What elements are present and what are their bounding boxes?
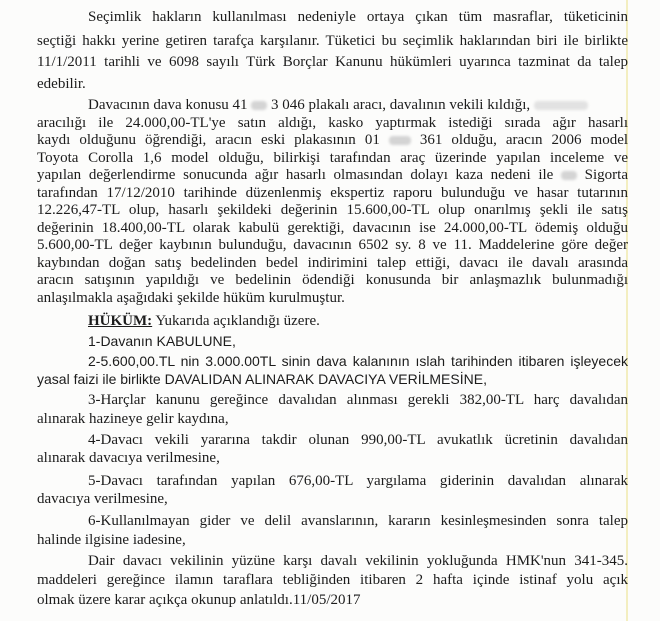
facts-line-4: Toyota Corolla 1,6 model olduğu, bilirkişi tarafından araç üzerinde yapılan inceleme ve xyxy=(37,150,628,166)
facts-line-3-end: 361 olduğu, aracın 2006 model xyxy=(419,132,629,148)
verdict-item-5-line-2: davacıya verilmesine, xyxy=(37,491,168,507)
facts-line-10: kaybından doğan satış bedelinden bedel indirimini talep ettiği, davacı ile davalı arasında xyxy=(37,255,628,271)
verdict-item-4-line-1: 4-Davacı vekili yararına takdir olunan 990,00-TL avukatlık ücretinin davalıdan xyxy=(88,432,628,448)
facts-line-5-start: yapılan değerlendirme sonucunda ağır hasarlı olmasından dolayı kaza nedeni ile xyxy=(37,167,554,183)
facts-line-1-end: 3 046 plakalı aracı, davalının vekili kıldığı, xyxy=(271,97,531,113)
facts-line-1 xyxy=(88,96,628,114)
verdict-item-2-line-1: 2-5.600,00.TL nin 3.000.00TL sinin dava kalanının ıslah tarihinden itibaren işleyecek xyxy=(88,353,628,369)
verdict-heading-line xyxy=(88,312,628,330)
facts-line-12: anlaşılmakla aşağıdaki şekilde hüküm kurulmuştur. xyxy=(37,290,345,306)
verdict-item-2-line-2: yasal faizi ile birlikte DAVALIDAN ALINARAK DAVACIYA VERİLMESİNE, xyxy=(37,371,487,387)
intro-line-3: 11/1/2011 tarihli ve 6098 sayılı Türk Borçlar Kanunu hükümleri uyarınca tazminat da talep xyxy=(37,54,628,70)
intro-line-1: Seçimlik hakların kullanılması nedeniyle ortaya çıkan tüm masraflar, tüketicinin xyxy=(88,9,628,25)
verdict-item-4-line-2: alınarak davacıya verilmesine, xyxy=(37,450,220,466)
verdict-heading: HÜKÜM: xyxy=(88,313,153,329)
facts-line-2: aracılığı ile 24.000,00-TL'ye satın aldığı, kasko yaptırmak istediği sırada ağır hasarlı xyxy=(37,115,628,131)
intro-line-2: seçtiği hakkı yerine getiren tarafça karşılanır. Tüketici bu seçimlik haklarından biri ile birlikte xyxy=(37,33,628,49)
closing-line-2: maddeleri gereğince ilamın taraflara tebliğinden itibaren 2 hafta içinde istinaf yolu açık xyxy=(37,572,628,588)
closing-line-1: Dair davacı vekilinin yüzüne karşı davalı vekilinin yokluğunda HMK'nun 341-345. xyxy=(88,553,628,569)
facts-line-5-end: Sigorta xyxy=(584,167,629,183)
redaction-mark xyxy=(534,101,588,110)
facts-line-11: aracın satışının yapıldığı ve bedelinin ödendiği konusunda bir anlaşmazlık bulunmadığı xyxy=(37,272,628,288)
redaction-mark xyxy=(251,101,267,110)
redaction-mark xyxy=(561,171,577,180)
facts-line-1-start: Davacının dava konusu 41 xyxy=(88,97,248,113)
facts-line-7: 12.226,47-TL olup, hasarlı şekildeki değerinin 15.600,00-TL olup onarılmış şekli ile satış xyxy=(37,202,628,218)
facts-line-6: tarafından 17/12/2010 tarihinde düzenlenmiş ekspertiz raporu bulunduğu ve hasar tutarının xyxy=(37,185,628,201)
verdict-item-1: 1-Davanın KABULUNE, xyxy=(88,333,236,349)
verdict-item-6-line-1: 6-Kullanılmayan gider ve delil avanslarının, kararın kesinleşmesinden sonra talep xyxy=(88,513,628,529)
redaction-mark xyxy=(389,136,411,145)
facts-line-9: 5.600,00-TL değer kaybının bulunduğu, davacının 6502 sy. 8 ve 11. Maddelerine göre değer xyxy=(37,237,628,253)
facts-line-3 xyxy=(37,131,628,149)
verdict-item-3-line-1: 3-Harçlar kanunu gereğince davalıdan alınması gerekli 382,00-TL harç davalıdan xyxy=(88,392,628,408)
intro-line-4: edebilir. xyxy=(37,76,86,92)
verdict-item-6-line-2: halinde ilgisine iadesine, xyxy=(37,532,186,548)
facts-line-5 xyxy=(37,166,628,184)
verdict-item-3-line-2: alınarak hazineye gelir kaydına, xyxy=(37,411,229,427)
facts-line-3-start: kaydı olduğunu öğrendiği, aracın eski plakasının 01 xyxy=(37,132,380,148)
closing-line-3: olmak üzere karar açıkça okunup anlatıldı.11/05/2017 xyxy=(37,592,361,608)
verdict-item-5-line-1: 5-Davacı tarafından yapılan 676,00-TL yargılama giderinin davalıdan alınarak xyxy=(88,473,628,489)
verdict-heading-rest: Yukarıda açıklandığı üzere. xyxy=(155,313,320,329)
facts-line-8: değerinin 18.400,00-TL olarak kabulü gerektiği, davacının ise 24.000,00-TL ödemiş olduğu xyxy=(37,220,628,236)
